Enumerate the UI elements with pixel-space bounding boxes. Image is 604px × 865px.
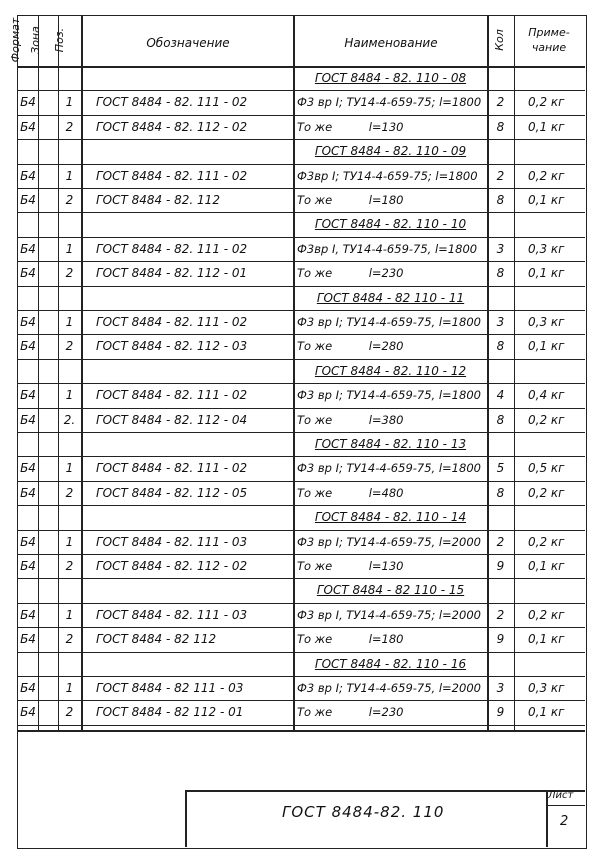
row-line bbox=[17, 212, 585, 213]
row-designation: ГОСТ 8484 - 82. 111 - 03 bbox=[96, 607, 248, 622]
sheet-label: Лист bbox=[548, 790, 574, 801]
row-name: Ф3 вр I; ТУ14-4-659-75, l=1800 bbox=[297, 315, 481, 329]
row-pos: 2 bbox=[65, 266, 74, 281]
row-qty: 8 bbox=[496, 119, 505, 134]
row-format: Б4 bbox=[20, 266, 36, 281]
row-qty: 3 bbox=[496, 681, 505, 695]
row-name: То же l=480 bbox=[297, 485, 404, 500]
row-name: Ф3вр I; ТУ14-4-659-75; l=1800 bbox=[297, 168, 478, 183]
header-note-line2: чание bbox=[531, 41, 567, 54]
row-qty: 8 bbox=[496, 485, 505, 500]
row-line bbox=[17, 652, 585, 653]
row-pos: 1 bbox=[65, 95, 74, 110]
section-heading: ГОСТ 8484 - 82. 110 - 13 bbox=[314, 437, 467, 451]
row-line bbox=[17, 456, 585, 457]
row-note: 0,2 кг bbox=[528, 168, 565, 183]
row-qty: 2 bbox=[496, 95, 505, 110]
row-pos: 2 bbox=[65, 705, 74, 720]
row-name: То же l=230 bbox=[297, 266, 404, 281]
row-format: Б4 bbox=[20, 461, 36, 476]
row-designation: ГОСТ 8484 - 82. 111 - 03 bbox=[96, 534, 248, 549]
row-line bbox=[17, 554, 585, 555]
row-format: Б4 bbox=[20, 681, 36, 695]
row-format: Б4 bbox=[20, 168, 36, 183]
row-pos: 1 bbox=[65, 461, 74, 476]
row-designation: ГОСТ 8484 - 82. 112 - 02 bbox=[96, 119, 248, 134]
row-line bbox=[17, 676, 585, 677]
section-heading: ГОСТ 8484 - 82. 110 - 10 bbox=[314, 217, 467, 232]
row-name: То же l=130 bbox=[297, 559, 404, 573]
row-pos: 2 bbox=[65, 119, 74, 134]
row-note: 0,1 кг bbox=[528, 266, 565, 281]
row-format: Б4 bbox=[20, 119, 36, 134]
row-format: Б4 bbox=[20, 95, 36, 110]
row-line bbox=[17, 627, 585, 628]
col-line-format bbox=[38, 15, 39, 730]
row-note: 0,3 кг bbox=[528, 241, 565, 256]
row-qty: 3 bbox=[496, 241, 505, 256]
row-line bbox=[17, 164, 585, 165]
row-qty: 2 bbox=[496, 607, 505, 622]
row-line bbox=[17, 261, 585, 262]
row-format: Б4 bbox=[20, 193, 36, 207]
row-format: Б4 bbox=[20, 388, 36, 403]
row-pos: 1 bbox=[65, 534, 74, 549]
row-note: 0,2 кг bbox=[528, 534, 565, 549]
row-line bbox=[17, 603, 585, 604]
row-name: То же l=180 bbox=[297, 632, 404, 647]
row-designation: ГОСТ 8484 - 82. 112 - 04 bbox=[96, 412, 248, 427]
row-format: Б4 bbox=[20, 315, 36, 329]
row-qty: 8 bbox=[496, 412, 505, 427]
row-line bbox=[17, 139, 585, 140]
row-line bbox=[17, 481, 585, 482]
row-qty: 9 bbox=[496, 559, 505, 573]
row-note: 0,2 кг bbox=[528, 95, 565, 110]
row-designation: ГОСТ 8484 - 82. 111 - 02 bbox=[96, 461, 248, 476]
table-bottom-line bbox=[17, 730, 585, 732]
row-qty: 2 bbox=[496, 168, 505, 183]
row-note: 0,2 кг bbox=[528, 412, 565, 427]
row-format: Б4 bbox=[20, 241, 36, 256]
row-name: Ф3вр I, ТУ14-4-659-75, l=1800 bbox=[297, 241, 478, 256]
row-name: То же l=230 bbox=[297, 705, 404, 720]
row-name: Ф3 вр I; ТУ14-4-659-75, l=1800 bbox=[297, 388, 481, 403]
row-line bbox=[17, 505, 585, 506]
row-line bbox=[17, 578, 585, 579]
row-qty: 9 bbox=[496, 705, 505, 720]
row-designation: ГОСТ 8484 - 82. 112 - 01 bbox=[96, 266, 248, 281]
row-note: 0,1 кг bbox=[528, 339, 565, 354]
row-qty: 9 bbox=[496, 632, 505, 647]
row-pos: 1 bbox=[65, 241, 74, 256]
header-designation: Обозначение bbox=[146, 36, 230, 50]
header-format: Формат bbox=[9, 17, 22, 63]
row-designation: ГОСТ 8484 - 82. 111 - 02 bbox=[96, 95, 248, 110]
header-note-line1: Приме- bbox=[528, 26, 570, 39]
title-block-left bbox=[185, 790, 187, 847]
row-line bbox=[17, 725, 585, 726]
row-line bbox=[17, 530, 585, 531]
row-note: 0,2 кг bbox=[528, 485, 565, 500]
row-name: То же l=130 bbox=[297, 119, 404, 134]
row-line bbox=[17, 700, 585, 701]
row-format: Б4 bbox=[20, 485, 36, 500]
row-pos: 2 bbox=[65, 559, 74, 573]
row-format: Б4 bbox=[20, 632, 36, 647]
row-line bbox=[17, 188, 585, 189]
row-name: Ф3 вр I, ТУ14-4-659-75; l=2000 bbox=[297, 607, 481, 622]
row-name: То же l=180 bbox=[297, 193, 404, 207]
section-heading: ГОСТ 8484 - 82. 110 - 16 bbox=[314, 656, 467, 671]
title-block-top bbox=[185, 790, 585, 792]
row-line bbox=[17, 237, 585, 238]
row-pos: 2 bbox=[65, 485, 74, 500]
row-format: Б4 bbox=[20, 705, 36, 720]
col-line-pos bbox=[81, 15, 83, 730]
row-designation: ГОСТ 8484 - 82. 111 - 02 bbox=[96, 241, 248, 256]
row-pos: 2. bbox=[63, 412, 76, 427]
row-pos: 2 bbox=[65, 632, 74, 647]
row-designation: ГОСТ 8484 - 82. 112 bbox=[96, 193, 220, 207]
row-pos: 1 bbox=[65, 681, 74, 695]
row-pos: 2 bbox=[65, 193, 74, 207]
section-heading: ГОСТ 8484 - 82. 110 - 09 bbox=[314, 144, 467, 159]
row-format: Б4 bbox=[20, 559, 36, 573]
row-line bbox=[17, 334, 585, 335]
row-name: Ф3 вр I; ТУ14-4-659-75, l=2000 bbox=[297, 534, 481, 549]
row-qty: 8 bbox=[496, 193, 505, 207]
section-heading: ГОСТ 8484 - 82 110 - 11 bbox=[316, 290, 465, 305]
row-qty: 4 bbox=[496, 388, 505, 403]
header-name: Наименование bbox=[344, 36, 438, 50]
row-line bbox=[17, 115, 585, 116]
row-note: 0,5 кг bbox=[528, 461, 565, 476]
row-name: То же l=280 bbox=[297, 339, 404, 354]
row-pos: 1 bbox=[65, 388, 74, 403]
document-code: ГОСТ 8484-82. 110 bbox=[282, 803, 445, 821]
row-pos: 2 bbox=[65, 339, 74, 354]
row-name: Ф3 вр I; ТУ14-4-659-75, l=2000 bbox=[297, 681, 481, 695]
row-line bbox=[17, 432, 585, 433]
row-note: 0,1 кг bbox=[528, 559, 565, 573]
row-pos: 1 bbox=[65, 607, 74, 622]
sheet-number: 2 bbox=[560, 814, 569, 829]
row-name: Ф3 вр I; ТУ14-4-659-75; l=1800 bbox=[297, 95, 482, 110]
row-pos: 1 bbox=[65, 315, 74, 329]
row-qty: 5 bbox=[496, 461, 505, 476]
section-heading: ГОСТ 8484 - 82. 110 - 08 bbox=[314, 71, 467, 85]
row-note: 0,2 кг bbox=[528, 607, 565, 622]
row-line bbox=[17, 310, 585, 311]
row-note: 0,1 кг bbox=[528, 119, 565, 134]
row-designation: ГОСТ 8484 - 82. 111 - 02 bbox=[96, 388, 248, 403]
row-name: Ф3 вр I; ТУ14-4-659-75, l=1800 bbox=[297, 461, 481, 476]
header-qty: Кол bbox=[493, 29, 506, 51]
row-note: 0,1 кг bbox=[528, 705, 565, 720]
row-designation: ГОСТ 8484 - 82 112 bbox=[96, 632, 217, 647]
row-designation: ГОСТ 8484 - 82. 112 - 05 bbox=[96, 485, 248, 500]
row-designation: ГОСТ 8484 - 82. 112 - 02 bbox=[96, 559, 248, 573]
title-block-sheet-line bbox=[546, 805, 585, 806]
row-qty: 8 bbox=[496, 266, 505, 281]
section-heading: ГОСТ 8484 - 82. 110 - 14 bbox=[314, 510, 467, 525]
header-pos: Поз. bbox=[53, 27, 66, 53]
row-note: 0,1 кг bbox=[528, 632, 565, 647]
row-line bbox=[17, 286, 585, 287]
row-designation: ГОСТ 8484 - 82 112 - 01 bbox=[96, 705, 244, 720]
row-pos: 1 bbox=[65, 168, 74, 183]
col-line-qty bbox=[514, 15, 515, 730]
row-qty: 2 bbox=[496, 534, 505, 549]
row-format: Б4 bbox=[20, 534, 36, 549]
row-designation: ГОСТ 8484 - 82. 111 - 02 bbox=[96, 315, 248, 329]
row-note: 0,1 кг bbox=[528, 193, 565, 207]
row-note: 0,3 кг bbox=[528, 315, 565, 329]
header-zone: Зона bbox=[29, 26, 42, 54]
row-line bbox=[17, 90, 585, 91]
row-note: 0,3 кг bbox=[528, 681, 565, 695]
section-heading: ГОСТ 8484 - 82. 110 - 12 bbox=[314, 363, 467, 378]
section-heading: ГОСТ 8484 - 82 110 - 15 bbox=[316, 583, 465, 598]
row-qty: 3 bbox=[496, 315, 505, 329]
row-name: То же l=380 bbox=[297, 412, 404, 427]
row-line bbox=[17, 408, 585, 409]
row-designation: ГОСТ 8484 - 82. 112 - 03 bbox=[96, 339, 248, 354]
row-qty: 8 bbox=[496, 339, 505, 354]
row-format: Б4 bbox=[20, 412, 36, 427]
row-designation: ГОСТ 8484 - 82 111 - 03 bbox=[96, 681, 244, 695]
row-designation: ГОСТ 8484 - 82. 111 - 02 bbox=[96, 168, 248, 183]
row-line bbox=[17, 359, 585, 360]
row-line bbox=[17, 383, 585, 384]
row-format: Б4 bbox=[20, 339, 36, 354]
row-note: 0,4 кг bbox=[528, 388, 565, 403]
row-format: Б4 bbox=[20, 607, 36, 622]
